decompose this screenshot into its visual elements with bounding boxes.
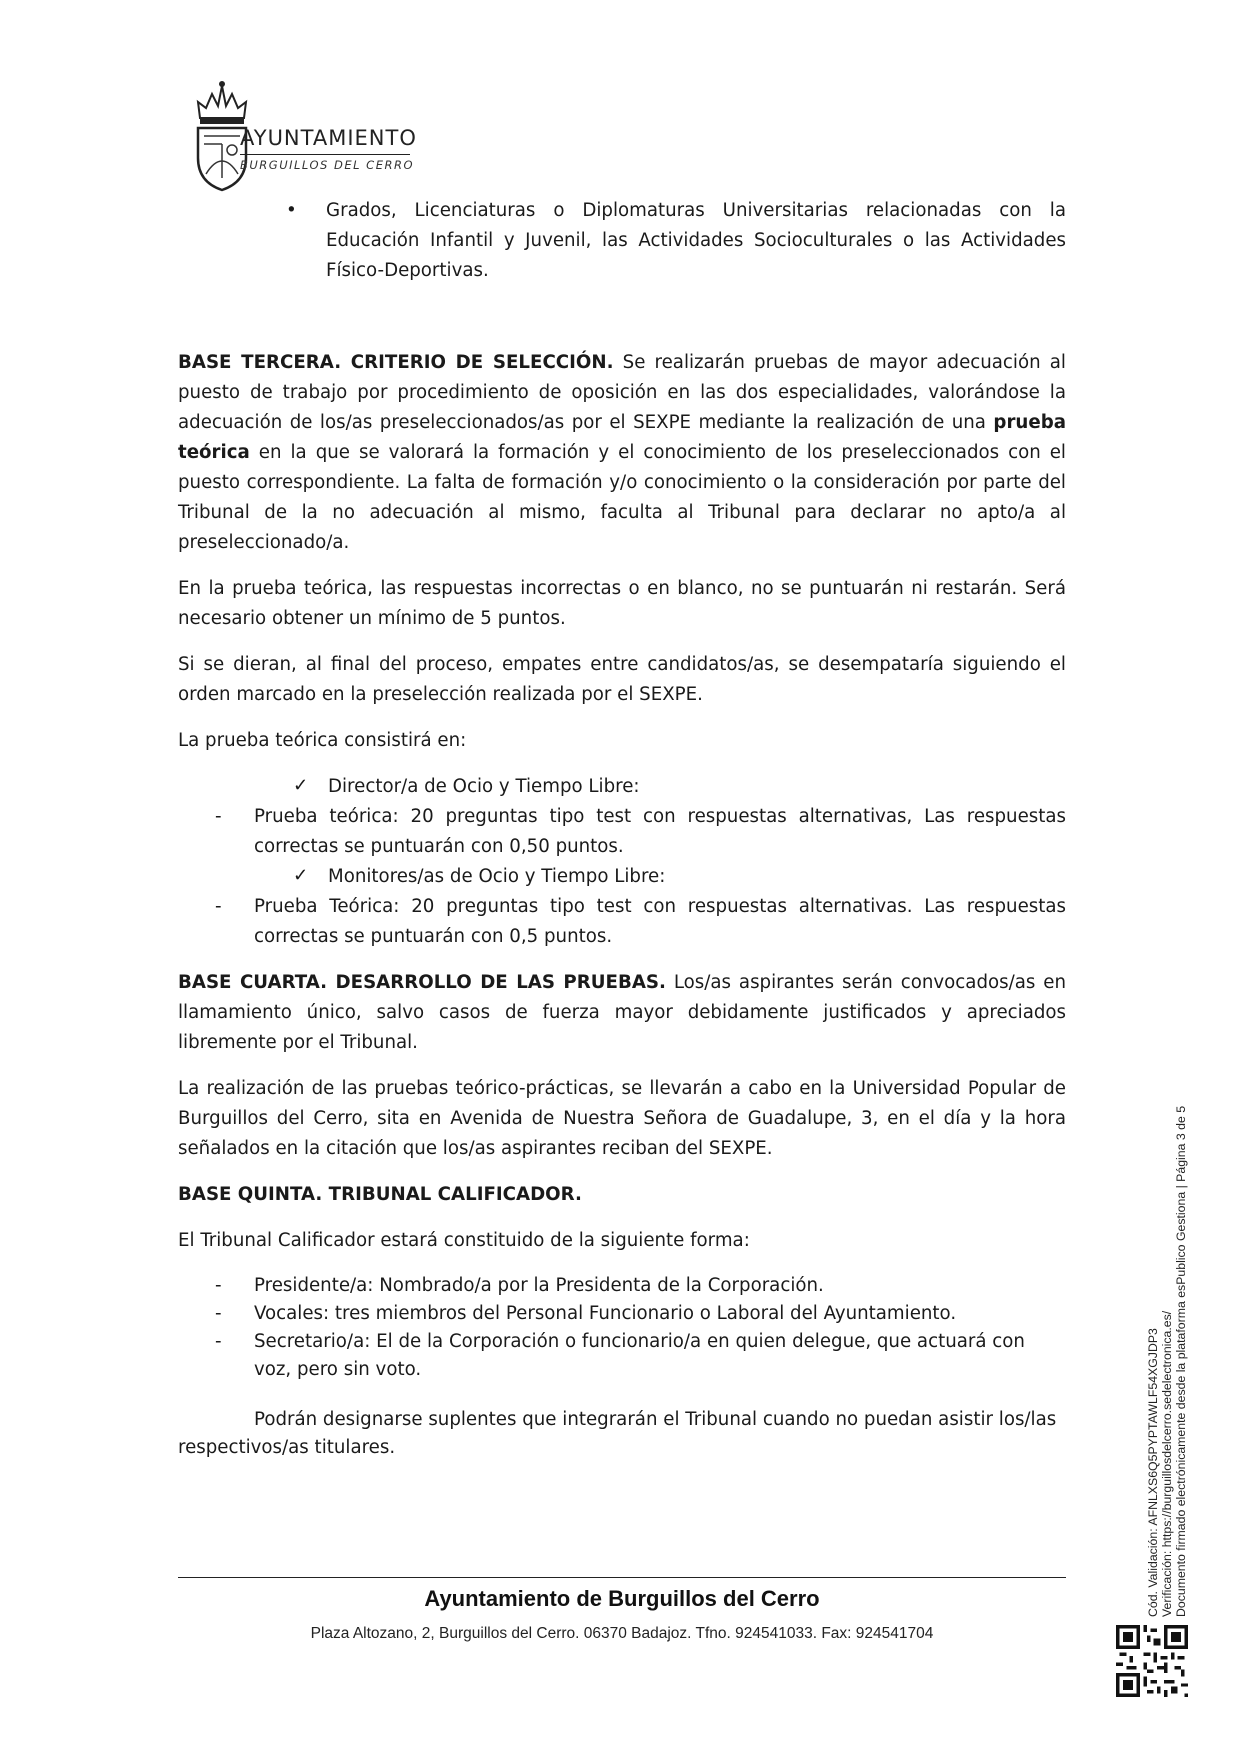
- base-tercera-text-a: Se realizarán pruebas de mayor adecuación al puesto de trabajo por procedimiento de oposición en las dos especialidades, valorándose la adecuación de los/as preseleccionados/as por el SEXPE mediante la realización de una: [178, 352, 1066, 433]
- dash-icon: -: [215, 896, 222, 917]
- prueba-paragraph: En la prueba teórica, las respuestas incorrectas o en blanco, no se puntuarán ni restarán. Será necesario obtener un mínimo de 5 puntos.: [178, 578, 1066, 629]
- logo-underline: [240, 154, 410, 155]
- degree-bullet: [178, 196, 1066, 286]
- base-cuarta-heading: BASE CUARTA. DESARROLLO DE LAS PRUEBAS.: [178, 972, 666, 993]
- check-text: Monitores/as de Ocio y Tiempo Libre:: [328, 866, 666, 887]
- base-tercera-bold: prueba teórica: [178, 412, 1066, 463]
- footer-title: Ayuntamiento de Burguillos del Cerro: [424, 1586, 820, 1611]
- dash-text: Secretario/a: El de la Corporación o funcionario/a en quien delegue, que actuará con voz, pero sin voto.: [254, 1331, 1025, 1380]
- base-cuarta-text: Los/as aspirantes serán convocados/as en llamamiento único, salvo casos de fuerza mayor debidamente justificados y apreciados libremente por el Tribunal.: [178, 972, 1066, 1053]
- logo-subtitle: BURGUILLOS DEL CERRO: [240, 158, 414, 172]
- consistira-paragraph: La prueba teórica consistirá en:: [178, 730, 467, 751]
- dash-text: Prueba Teórica: 20 preguntas tipo test con respuestas alternativas. Las respuestas correctas se puntuarán con 0,5 puntos.: [254, 896, 1066, 947]
- check-text: Director/a de Ocio y Tiempo Libre:: [328, 776, 640, 797]
- bullet-text: Grados, Licenciaturas o Diplomaturas Universitarias relacionadas con la Educación Infantil y Juvenil, las Actividades Socioculturales o las Actividades Físico-Deportivas.: [326, 200, 1066, 281]
- base-tercera-heading: BASE TERCERA. CRITERIO DE SELECCIÓN.: [178, 352, 614, 373]
- dash-text: Vocales: tres miembros del Personal Funcionario o Laboral del Ayuntamiento.: [254, 1303, 957, 1324]
- secretario-item: [178, 1328, 1066, 1384]
- realizacion-paragraph: La realización de las pruebas teórico-prácticas, se llevarán a cabo en la Universidad Popular de Burguillos del Cerro, sita en Avenida de Nuestra Señora de Guadalupe, 3, en el día y la hora señalados en la citación que los/as aspirantes reciban del SEXPE.: [178, 1078, 1066, 1159]
- base-cuarta-paragraph: [178, 968, 1066, 1058]
- presidente-item: [178, 1272, 1066, 1300]
- footer-divider: [178, 1577, 1066, 1578]
- tribunal-paragraph: El Tribunal Calificador estará constituido de la siguiente forma:: [178, 1230, 750, 1251]
- base-tercera-paragraph: [178, 348, 1066, 558]
- base-tercera-text-b: en la que se valorará la formación y el conocimiento de los preseleccionados con el puesto correspondiente. La falta de formación y/o conocimiento o la consideración por parte del Tribunal de la no adecuación al mismo, faculta al Tribunal para declarar no apto/a al preseleccionado/a.: [178, 442, 1066, 553]
- empates-paragraph: Si se dieran, al final del proceso, empates entre candidatos/as, se desempataría siguiendo el orden marcado en la preselección realizada por el SEXPE.: [178, 654, 1066, 705]
- director-check-item: [178, 772, 1066, 802]
- document-body: [178, 196, 1066, 1462]
- dash-icon: -: [215, 1303, 222, 1324]
- checkmark-icon: ✓: [293, 775, 309, 796]
- dash-icon: -: [215, 1331, 222, 1352]
- validation-sidebar: [1146, 1106, 1188, 1617]
- signature-note: Documento firmado electrónicamente desde la plataforma esPublico Gestiona | Página 3 de 5: [1174, 1105, 1188, 1617]
- footer-address: Plaza Altozano, 2, Burguillos del Cerro. 06370 Badajoz. Tfno. 924541033. Fax: 924541704: [310, 1625, 934, 1642]
- ayuntamiento-logo: [192, 78, 417, 192]
- qr-code-icon: [1116, 1625, 1188, 1697]
- monitores-check-item: [178, 862, 1066, 892]
- checkmark-icon: ✓: [293, 865, 309, 886]
- verification-url[interactable]: Verificación: https://burguillosdelcerro.sedelectronica.es/: [1160, 1310, 1174, 1617]
- director-test-item: [178, 802, 1066, 862]
- vocales-item: [178, 1300, 1066, 1328]
- base-quinta-heading: BASE QUINTA. TRIBUNAL CALIFICADOR.: [178, 1184, 582, 1205]
- dash-text: Prueba teórica: 20 preguntas tipo test con respuestas alternativas, Las respuestas correctas se puntuarán con 0,50 puntos.: [254, 806, 1066, 857]
- dash-icon: -: [215, 1275, 222, 1296]
- dash-text: Presidente/a: Nombrado/a por la Presidenta de la Corporación.: [254, 1275, 824, 1296]
- dash-icon: -: [215, 806, 222, 827]
- monitores-test-item: [178, 892, 1066, 952]
- suplentes-paragraph: Podrán designarse suplentes que integrarán el Tribunal cuando no puedan asistir los/las respectivos/as titulares.: [178, 1409, 1057, 1458]
- logo-title: AYUNTAMIENTO: [240, 126, 417, 150]
- bullet-icon: •: [286, 200, 297, 221]
- validation-code: Cód. Validación: AFNLXS6Q5PYPTAWLF54XGJDP3: [1146, 1328, 1160, 1617]
